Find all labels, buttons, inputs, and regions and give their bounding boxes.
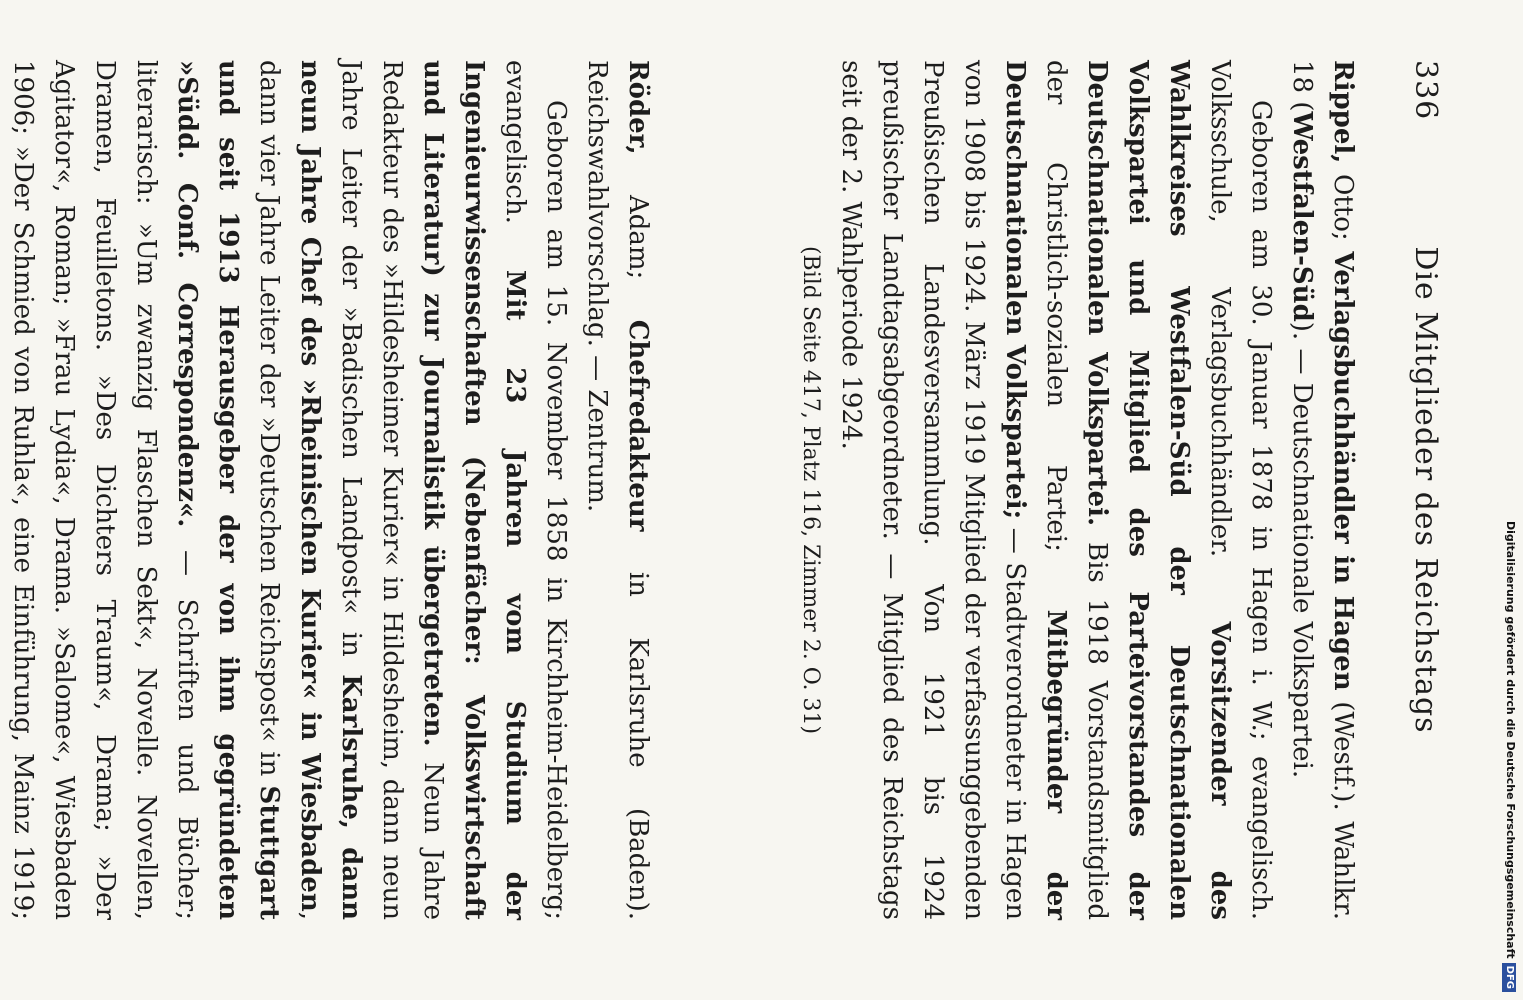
bio-text: — Schriften und Bücher; literarisch: »Um zwanzig Flaschen Sekt«, Novelle. Novellen, Dramen, Feuilletons. »Des Dichters Traum«, Drama; »Der Agitator«, Roman; »Frau Lydia«, Drama. »Salome«, Wiesbaden 1906; »Der Schmied von Ruhla«, eine Einführung, Mainz 1919; [8, 60, 202, 920]
page-content [0, 60, 1453, 920]
bio-text: Geboren am 30. Januar 1878 in Hagen i. W.; evangelisch. Volksschule, Verlagsbuchhändler. [1205, 60, 1276, 920]
heading-text: in Karlsruhe (Baden). Reichswahlvorschlag. — Zentrum. [582, 60, 653, 920]
entry-rippel [790, 60, 1363, 920]
credit-text: Digitalisierung gefördert durch die Deutsche Forschungsgemeinschaft [1504, 520, 1517, 959]
biography [830, 60, 1281, 920]
bio-bold: Karlsruhe, dann neun Jahre Chef des »Rheinischen Kurier« in Wiesbaden [295, 60, 366, 921]
bio-bold: Stuttgart und seit 1913 Herausgeber der von ihm gegründeten »Südd. Conf. Correspondenz«. [172, 60, 284, 920]
digitization-credit [1496, 10, 1523, 992]
entry-heading [576, 60, 658, 920]
occupation: Chefredakteur [623, 319, 653, 532]
heading-text: (Westf.). Wahlkr. 18 ( [1287, 60, 1358, 920]
heading-text: ). — Deutschnationale Volkspartei. [1287, 321, 1317, 779]
region: Westfalen-Süd [1287, 111, 1317, 322]
bio-bold: Vorsitzender des Wahlkreises Westfalen-Süd der Deutschnationalen Volkspartei und Mitglied des Parteivorstandes der Deutschnationalen Volkspartei. [1082, 60, 1235, 920]
entry-roeder [0, 60, 658, 920]
occupation: Verlagsbuchhändler in Hagen [1328, 251, 1358, 691]
member-name: Rippel, [1328, 60, 1358, 164]
member-name: Röder, [623, 60, 653, 155]
bio-text: , dann vier Jahre Leiter der »Deutschen Reichspost« in [254, 60, 325, 920]
heading-text: Otto; [1328, 163, 1358, 252]
bio-bold: Mitbegründer der Deutschnationalen Volkspartei; [1000, 60, 1071, 920]
dfg-logo: DFG [1502, 963, 1516, 992]
page-number: 336 [1408, 60, 1443, 121]
heading-text: Adam; [623, 154, 653, 320]
bio-text: Bis 1918 Vorstandsmitglied der Christlich-sozialen Partei; [1041, 60, 1112, 920]
biography [0, 60, 576, 920]
bio-text: Geboren am 15. November 1858 in Kirchheim-Heidelberg; evangelisch. [500, 60, 571, 920]
bio-text: — Stadtverordneter in Hagen von 1908 bis 1924. März 1919 Mitglied der verfassunggebenden Preußischen Landesversammlung. Von 1921 bis 1924 preußischer Landtagsabgeordneter. — Mitglied des Reichstags seit der 2. Wahlperiode 1924. [836, 60, 1030, 920]
page-title: Die Mitglieder des Reichstags [1408, 246, 1443, 734]
bio-bold: Mit 23 Jahren vom Studium der Ingenieurwissenschaften (Nebenfächer: Volkswirtschaft und Literatur) zur Journalistik übergetreten. [418, 60, 530, 920]
picture-reference: (Bild Seite 417, Platz 116, Zimmer 2. O. 31) [798, 245, 823, 735]
bio-text: Neun Jahre Redakteur des »Hildesheimer Kurier« in Hildesheim, dann neun Jahre Leiter der »Badischen Landpost« in [336, 60, 448, 920]
entry-heading [1281, 60, 1363, 920]
running-head [1393, 60, 1453, 920]
